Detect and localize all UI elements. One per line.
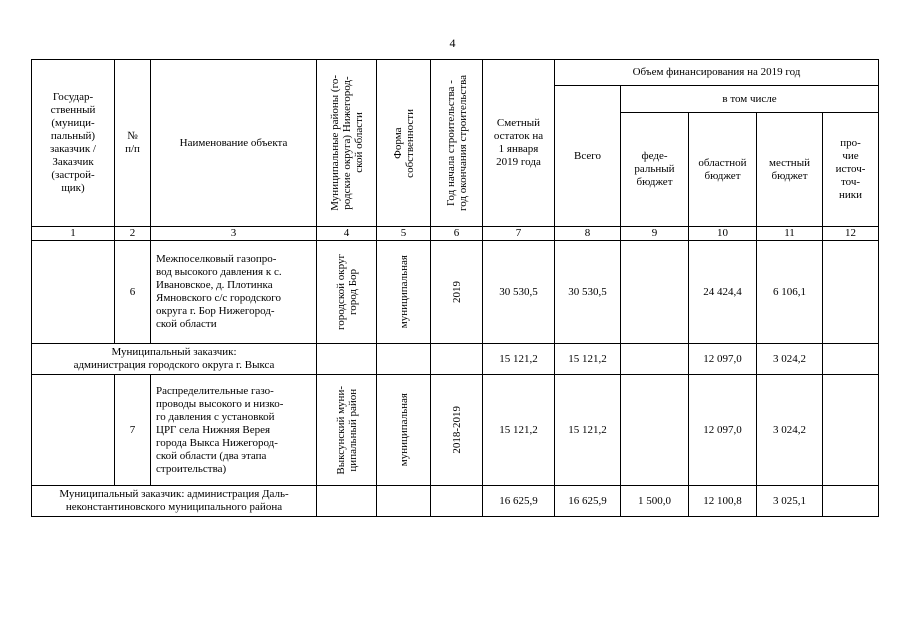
customer-empty-cell [377,486,431,517]
header-other: про- чие источ- точ- ники [823,113,879,227]
object-estimate: 15 121,2 [483,375,555,486]
customer-estimate: 15 121,2 [483,344,555,375]
header-object-name: Наименование объекта [151,60,317,227]
funding-table [31,59,879,517]
object-customer-cell [32,375,115,486]
object-num: 7 [115,375,151,486]
object-row [32,241,879,344]
object-estimate: 30 530,5 [483,241,555,344]
customer-empty-cell [317,486,377,517]
object-local: 6 106,1 [757,241,823,344]
object-years-text: 2019 [450,281,463,303]
object-district [317,375,377,486]
customer-regional: 12 100,8 [689,486,757,517]
object-ownership-text: муниципальная [397,393,410,467]
column-number: 1 [32,227,115,241]
object-district-text: городской округ город Бор [334,253,359,331]
customer-local: 3 024,2 [757,344,823,375]
customer-other [823,486,879,517]
column-number: 12 [823,227,879,241]
header-row-1 [32,60,879,86]
customer-total: 16 625,9 [555,486,621,517]
header-ownership-text: Форма собственности [391,108,416,178]
object-district-text: Выксунский муни- ципальный район [334,385,359,475]
column-number: 11 [757,227,823,241]
object-num: 6 [115,241,151,344]
customer-federal [621,344,689,375]
object-regional: 24 424,4 [689,241,757,344]
customer-empty-cell [431,486,483,517]
customer-estimate: 16 625,9 [483,486,555,517]
column-number: 3 [151,227,317,241]
object-federal [621,241,689,344]
object-years [431,241,483,344]
header-num: № п/п [115,60,151,227]
customer-empty-cell [377,344,431,375]
column-number: 5 [377,227,431,241]
header-federal: феде- ральный бюджет [621,113,689,227]
customer-label: Муниципальный заказчик: администрация городского округа г. Выкса [32,344,317,375]
header-including: в том числе [621,86,879,113]
object-ownership-text: муниципальная [397,255,410,329]
customer-regional: 12 097,0 [689,344,757,375]
object-ownership [377,375,431,486]
header-districts-text: Муниципальные районы (го- родские округа) Нижегород- ской области [328,75,365,211]
object-row [32,375,879,486]
header-total: Всего [555,86,621,227]
object-regional: 12 097,0 [689,375,757,486]
customer-total: 15 121,2 [555,344,621,375]
header-ownership [377,60,431,227]
customer-local: 3 025,1 [757,486,823,517]
object-name: Межпоселковый газопро- вод высокого давления к с. Ивановское, д. Плотинка Ямновского с/с городского округа г. Бор Нижегород- ской области [151,241,317,344]
object-years-text: 2018-2019 [450,406,463,454]
column-number: 7 [483,227,555,241]
column-number: 2 [115,227,151,241]
object-total: 15 121,2 [555,375,621,486]
header-years-text: Год начала строительства - год окончания строительства [444,75,469,211]
header-funding: Объем финансирования на 2019 год [555,60,879,86]
object-other [823,241,879,344]
header-local: местный бюджет [757,113,823,227]
header-years [431,60,483,227]
column-number: 10 [689,227,757,241]
customer-label: Муниципальный заказчик: администрация Даль- неконстантиновского муниципального района [32,486,317,517]
object-total: 30 530,5 [555,241,621,344]
column-numbers-row [32,227,879,241]
column-number: 6 [431,227,483,241]
object-years [431,375,483,486]
object-local: 3 024,2 [757,375,823,486]
column-number: 9 [621,227,689,241]
object-other [823,375,879,486]
customer-federal: 1 500,0 [621,486,689,517]
header-districts [317,60,377,227]
customer-other [823,344,879,375]
column-number: 8 [555,227,621,241]
customer-row [32,486,879,517]
object-name: Распределительные газо- проводы высокого и низко- го давления с установкой ЦРГ села Нижняя Верея города Выкса Нижегород- ской области (два этапа строительства) [151,375,317,486]
object-customer-cell [32,241,115,344]
customer-empty-cell [431,344,483,375]
object-district [317,241,377,344]
header-customer: Государ- ственный (муници- пальный) заказчик / Заказчик (застрой- щик) [32,60,115,227]
header-regional: областной бюджет [689,113,757,227]
column-number: 4 [317,227,377,241]
object-ownership [377,241,431,344]
page-number: 4 [449,36,456,50]
object-federal [621,375,689,486]
header-estimate: Сметный остаток на 1 января 2019 года [483,60,555,227]
customer-row [32,344,879,375]
customer-empty-cell [317,344,377,375]
